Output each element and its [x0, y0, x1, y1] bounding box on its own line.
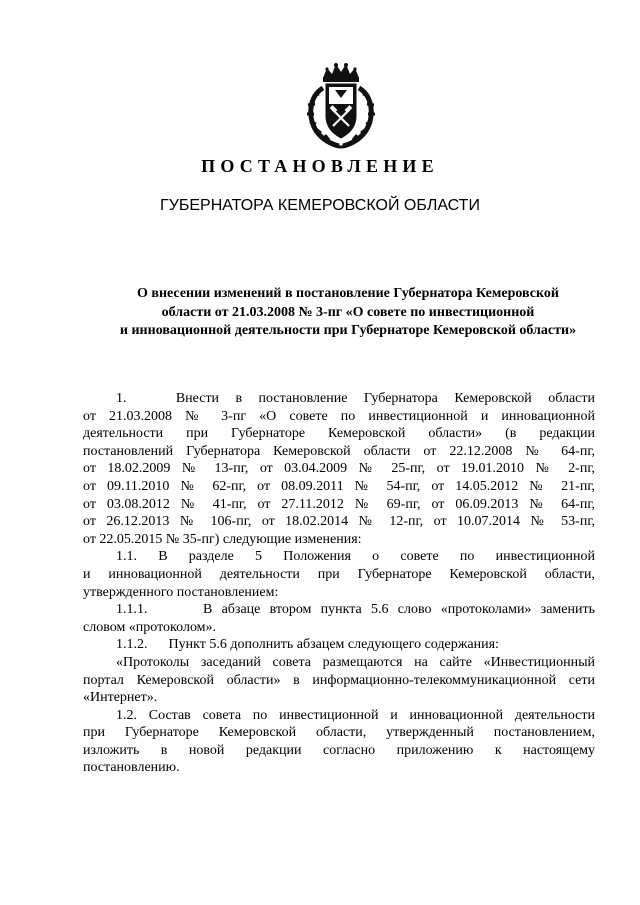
paragraph-line: изложить в новой редакции согласно приложению к настоящему	[83, 742, 595, 758]
paragraph-line: деятельности при Губернаторе Кемеровской области» (в редакции	[83, 426, 595, 442]
paragraph-line: постановлению.	[83, 760, 180, 776]
paragraph-line: «Протоколы заседаний совета размещаются на сайте «Инвестиционный	[116, 654, 595, 670]
paragraph-line: 1.1.2. Пункт 5.6 дополнить абзацем следующего содержания:	[116, 637, 499, 653]
paragraph-line: от 18.02.2009 № 13-пг, от 03.04.2009 № 25-пг, от 19.01.2010 № 2-пг,	[83, 461, 595, 477]
paragraph-line: «Интернет».	[83, 690, 158, 706]
paragraph-line: при Губернаторе Кемеровской области, утвержденный постановлением,	[83, 725, 595, 741]
paragraph-line: и инновационной деятельности при Губернаторе Кемеровской области,	[83, 566, 595, 582]
paragraph-line: от 03.08.2012 № 41-пг, от 27.11.2012 № 69-пг, от 06.09.2013 № 64-пг,	[83, 496, 595, 512]
paragraph-line: портал Кемеровской области» в информационно-телекоммуникационной сети	[83, 672, 595, 688]
document-title: ПОСТАНОВЛЕНИЕ	[201, 156, 439, 176]
paragraph-line: от 21.03.2008 № 3-пг «О совете по инвестиционной и инновационной	[83, 408, 595, 424]
heading-line: О внесении изменений в постановление Губернатора Кемеровской	[137, 286, 559, 301]
paragraph-line: 1.2. Состав совета по инвестиционной и инновационной деятельности	[116, 707, 595, 723]
heading-line: и инновационной деятельности при Губернаторе Кемеровской области»	[119, 323, 577, 339]
paragraph-line: 1. Внести в постановление Губернатора Кемеровской области	[116, 391, 595, 406]
paragraph-1-1	[83, 548, 595, 601]
paragraph-1-1-1	[83, 601, 595, 636]
paragraph-line: утвержденного постановлением:	[83, 584, 279, 600]
paragraph-line: от 26.12.2013 № 106-пг, от 18.02.2014 № 12-пг, от 10.07.2014 № 53-пг,	[83, 514, 595, 530]
paragraph-1	[83, 390, 595, 548]
paragraph-line: от 09.11.2010 № 62-пг, от 08.09.2011 № 54-пг, от 14.05.2012 № 21-пг,	[83, 478, 595, 494]
paragraph-1-1-2	[83, 636, 595, 654]
quoted-paragraph	[83, 654, 595, 707]
document-body	[83, 390, 595, 777]
heading-line: области от 21.03.2008 № 3-пг «О совете по инвестиционной	[161, 304, 535, 320]
document-heading	[96, 285, 600, 341]
paragraph-line: словом «протоколом».	[83, 619, 217, 635]
document-issuer: ГУБЕРНАТОРА КЕМЕРОВСКОЙ ОБЛАСТИ	[160, 197, 480, 214]
paragraph-1-2	[83, 707, 595, 777]
paragraph-line: от 22.05.2015 № 35-пг) следующие изменения:	[83, 531, 362, 547]
coat-of-arms-emblem	[301, 60, 381, 152]
paragraph-line: 1.1.1. В абзаце втором пункта 5.6 слово «протоколами» заменить	[116, 602, 595, 618]
paragraph-line: 1.1. В разделе 5 Положения о совете по инвестиционной	[116, 549, 595, 565]
paragraph-line: постановлений Губернатора Кемеровской области от 22.12.2008 № 64-пг,	[83, 443, 595, 459]
